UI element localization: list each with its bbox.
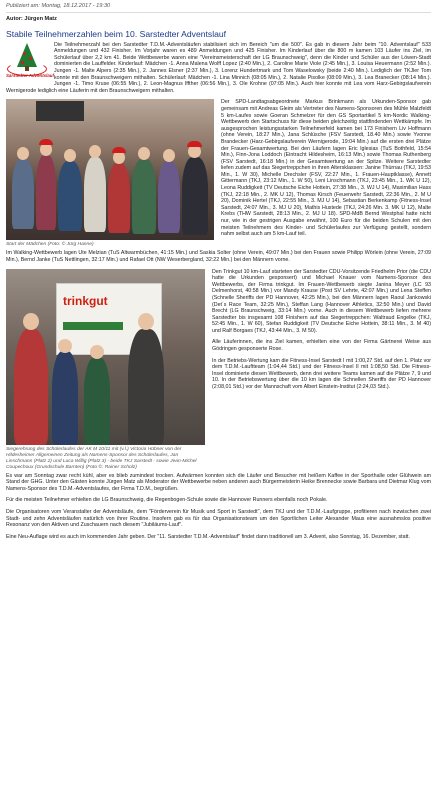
person-head bbox=[58, 339, 72, 353]
paragraph-1: Die Teilnehmerzahl bei den Sarstedter T.D.M.-Adventsläufen stabilisiert sich im Bereich "um die 500". Es gab in diesem Jahr beim "10. Adventslauf" 533 Anmeldungen und 432 Finisher. Im Vorjahr waren es 489 Anmeldungen und 425 Finisher. Im Kinderlauf über die 800 m kamen 103 Läufer ins Ziel, im Schülerlauf über 2,2 km 41. Beide Wettbewerbe waren eine "Vereinsmeisterschaft der LG Braunschweig", denn die Kinder und Schüler aus der Löwen-Stadt dominierten die Lauffelder. Kinderlauf: Mädchen -1. Anna Malena Wolff Lopez (2:40 Min.), 2. Caroline Marie Viole (2:45 Min.), 3. Louisa Heuermann (2:52 Min.). Jungen -1. Malte Alpers (2:35 Min.), 2. Jannes Elsner (2:37 Min.), 3. Lorenz Hundertmark und Tom Waselowsky (beide 2:40 Min.). Lediglich der TKJler Tom konnte mit den Braunschweigern mithalten. Schülerlauf: Mädchen -1. Lina Minnich (08:05 Min.), 2. Natalie Pisolke (08:09 Min.), 3. Lea Branecker (08:14 Min.). Jungen -1. Timo Kruse (06:55 Min.), 2. Leon-Magnus Iffther (06:56 Min.), 3. Ole Krohne (07:05 Min.). Auch hier konnte mit Lea vom Harz-Gebirgslaufverein Wernigerode lediglich eine Läuferin mit den Braunschweigern mithalten. bbox=[6, 41, 431, 94]
photo1-caption: Start der Mädchen (Foto: © Jürg Hanne) bbox=[6, 242, 94, 248]
runner-head bbox=[138, 147, 150, 160]
runner-head bbox=[64, 149, 76, 162]
author-line: Autor: Jürgen Matz bbox=[6, 16, 57, 22]
banner-text: trinkgut bbox=[63, 293, 108, 308]
person bbox=[52, 351, 78, 445]
person bbox=[128, 329, 164, 445]
photo2-caption: Siegerehrung des Schülerlaufes der AK M 10/11 mit (v.l.) Victoria Hübner von der Hildesheimer Allgemeinen Zeitung als Namens-Sponsor des Schülerlaufes, Jan Linschmann (Platz 2) und Luca Willig (Platz 3) - beide TKJ Sarstedt - sowie Jean-Michel Coupechoux (Grundschule Barnten) (Foto ©: Rainer Scholz) bbox=[6, 446, 197, 470]
person bbox=[84, 357, 110, 445]
runner-head bbox=[163, 149, 175, 162]
runner-head bbox=[40, 143, 52, 156]
article-title: Stabile Teilnehmerzahlen beim 10. Sarstedter Adventslauf bbox=[6, 28, 227, 39]
person bbox=[14, 329, 48, 445]
paragraph-7: Es war am Sonntag zwar recht kühl, aber es blieb zumindest trocken. Aufwärmen konnten sich die Läufer und Besucher mit heißem Kaffee in der Sporthalle oder Glühwein am Stand der GHG. Unter den Gästen konnte Jürgen Matz als Moderator der Wettbewerbe neben anderen auch Bürgermeisterin Heike Brennecke sowie Barbara und Dietmar Klug vom Namens-Sponsor des T.D.M.-Adventslaufes, der Firma T.D.M., begrüßen. bbox=[6, 472, 431, 492]
scoreboard bbox=[36, 101, 84, 121]
banner-stripe bbox=[63, 322, 123, 330]
santa-hat bbox=[112, 147, 126, 153]
person-head bbox=[138, 313, 154, 330]
paragraph-8: Für die meisten Teilnehmer erhielten die LG Braunschweig, die Regenbogen-Schule sowie die Hannover Runners ebenfalls noch Pokale. bbox=[6, 497, 328, 504]
runner bbox=[58, 161, 82, 231]
paragraph-5: Alle Läuferinnen, die ins Ziel kamen, erhielten eine von der Firma Gärtnerei Weise aus Gödringen gesponserte Rose. bbox=[212, 339, 431, 353]
runner bbox=[12, 159, 34, 229]
paragraph-9: Die Organisatoren vom Veranstalter der Adventsläufe, dem "Förderverein für Musik und Sport in Sarstedt", dem TKJ und der T.D.M.-Laufgruppe, profitieren nach inzwischen zwei Stadt- und zehn Adventsläufen natürlich von ihrer Routine. Insofern gab es für das Organisationsteam um den Sportlichen Leiter Alexander Maus eine ausnahmslos positive Resonanz von den Aktiven und Zuschauern nach diesem "Jubiläums-Lauf". bbox=[6, 508, 431, 529]
adventslauf-logo bbox=[6, 42, 54, 82]
runner bbox=[158, 161, 180, 233]
runner bbox=[182, 157, 208, 235]
paragraph-10: Eine Neu-Auflage wird es auch im kommenden Jahr geben. Der "11. Sarstedter T.D.M.-Adventslauf" findet dann traditionell am 3. Advent, also Sonntag, 16. Dezember, statt. bbox=[6, 533, 410, 540]
runner-head bbox=[89, 145, 101, 158]
paragraph-3: Im Walking-Wettbewerb lagen Ute Melzian (TuS Altwarmbüchen, 41:15 Min.) und Saskia Solter (ohne Verein, 49:07 Min.) bei den Frauen sowie Philipp Wörlein (ohne Verein, 27:09 Min.), Bernd Janke (TuS Nettlingen, 32:17 Min.) und Rafael Ott (NW Weserbergland, 32:22 Min.) bei den Männern vorne. bbox=[6, 250, 431, 263]
santa-hat bbox=[187, 141, 202, 147]
logo-text: Sarstedter Adventslauf bbox=[6, 72, 54, 78]
runner-head bbox=[17, 147, 29, 160]
photo-image bbox=[6, 99, 214, 240]
ornament bbox=[23, 52, 26, 55]
santa-hat bbox=[39, 139, 53, 145]
runner-head bbox=[113, 151, 125, 164]
paragraph-2: Der SPD-Landtagsabgeordnete Markus Brinkmann als Urkunden-Sponsor gab gemeinsam mit Andreas Gleim als Vertreter des Namens-Sponsoren des Mühle Malzfeldt 5 km-Laufes sowie Goeran Schmelzer für den GS Sportartikel 5 km-Nordic Walking-Wettbewerb den Startschuss für diese beiden gleichzeitig stattfindenden Wettkämpfe. Im ausgesprochen leistungsstarken Teilnehmerfeld kamen bei 173 Finishern Liv Hoffmann (ohne Verein, 18:27 Min.), Jana Schlüsche (FSV Sarstedt, 18.40 Min.) sowie Yvonne Brandecker (Harz-Gebirgslaufverein Wernigerode, 19:04 Min.) auf die ersten drei Plätze der Frauen-Gesamtwertung. Bei den Läufern lagen Eric Iglesias (TuS Bothfeld, 15:54 Min.), Finn-Jona Loddoch (Eintracht Hildesheim, 16:13 Min.) sowie Thomas Ruthenberg (FSV Sarstedt, 16:18 Min.) in der Gesamtwertung an der Spitze. Weitere Sarstedter liefen zudem auf das Siegertreppchen in ihren Altersklassen: Janine Thürnau (TKJ, 19:53 Min., 1. W 30), Michelle Drechsler (FSV, 22:27 Min., 1. Frauen-Hauptklasse), Annett Gittermann (TKJ, 23:12 Min., 1. W 50), Leni Linschmann (TKJ, 23:45 Min., 1. WK U 12), Leona Ruddigkeit (TV Deutsche Eiche Hottein, 27:38 Min., 3. WJ U 14), Maximilian Hass (TKJ, 22:18 Min., 2. MK U 12), Thomas Kirsch (Feuerwehr Sarstedt, 22:36 Min., 2. M U 20), Dominik Hertel (TKJ, 22:55 Min., 3. MJ U 14), Sebastian Berkenkamp (Fitness-Insel Sarstedt, 24:07 Min., 3. MJ U 20), Mathis Hustede (TKJ, 24:26 Min. 3. MK U 12), Malte Krebs (THW Sarstedt, 28:13 Min., 2. MJ U 18). SPD-MdB Bernd Westphal hatte nicht nur, wie in der gestrigen Ausgabe erwähnt, 100 Euro für die beiden Schulen mit den meisten Teilnehmern des Kinder- und Schülerlaufes zur Verfügung gestellt, sondern nahm selbst auch am 5 km-Lauf teil. bbox=[221, 99, 431, 238]
runner bbox=[108, 163, 130, 233]
photo-siegerehrung bbox=[6, 269, 205, 471]
runner bbox=[132, 159, 156, 234]
ornament bbox=[29, 57, 32, 60]
paragraph-4: Den Trinkgut 10 km-Lauf starteten der Sarstedter CDU-Vorsitzende Friedhelm Prior (die CDU hatte die Urkunden gesponsert) und Michael Knauer vom Namens-Sponsor des Wettbewerbs, der Firma trinkgut. Im Frauen-Wettbewerb siegte Janina Meyer (LC 93 Delmenhorst, 40:58 Min.) vor Mandy Krause (Post SV Lehrte, 42:07 Min.) und Lena Steffen (Schnelle Sheriffs der PD Hannover, 42:25 Min.), bei den Männern lagen Raoul Jankowski (Det´s Race Team, 32:25 Min.), Steffan Lang (Hannover Athletics, 32:50 Min.) und David Brecht (LG Braunschweig, 33:14 Min.) vorne. Auch in diesem Wettbewerb liefen mehrere Sarstedter bis insgesamt 108 Finishern auf das Siegertreppchen: Waltraud Engelke (TKJ, 52:45 Min., 1. W 60), Stefan Ruddigkeit (TV Deutsche Eiche Hottein, 38:11 Min., 3. M 40) und Ralf Borgaes (TKJ, 43:44 Min., 3. M 50). bbox=[212, 268, 431, 334]
photo-start-maedchen bbox=[6, 99, 214, 248]
person-head bbox=[90, 345, 104, 359]
runner bbox=[36, 155, 56, 230]
publish-date: Publiziert am: Montag, 18.12.2017 - 19:30 bbox=[6, 3, 111, 9]
runner bbox=[84, 157, 106, 232]
divider bbox=[6, 12, 431, 13]
person-head bbox=[23, 313, 39, 330]
photo-image bbox=[6, 269, 205, 445]
paragraph-6: In der Betriebs-Wertung kam die Fitness-Insel Sarstedt I mit 1:00,27 Std. auf den 1. Platz vor dem T.D.M.-Lauftteam (1:04,44 Std.) und der Fitness-Insel II mit 1:08,50 Std. Die Fitness-Insel dominierte diesen Wettbewerb, denn drei weitere Teams kamen auf die Plätze 7, 9 und 10. In der Betriebswertung über die 10 km lagen die Schnellen Sheriffs der PD Hannover (2:08,01 Std.) vor der Mannschaft vom Albert Einstein-Institut (2:24,03 Std.). bbox=[212, 357, 431, 391]
